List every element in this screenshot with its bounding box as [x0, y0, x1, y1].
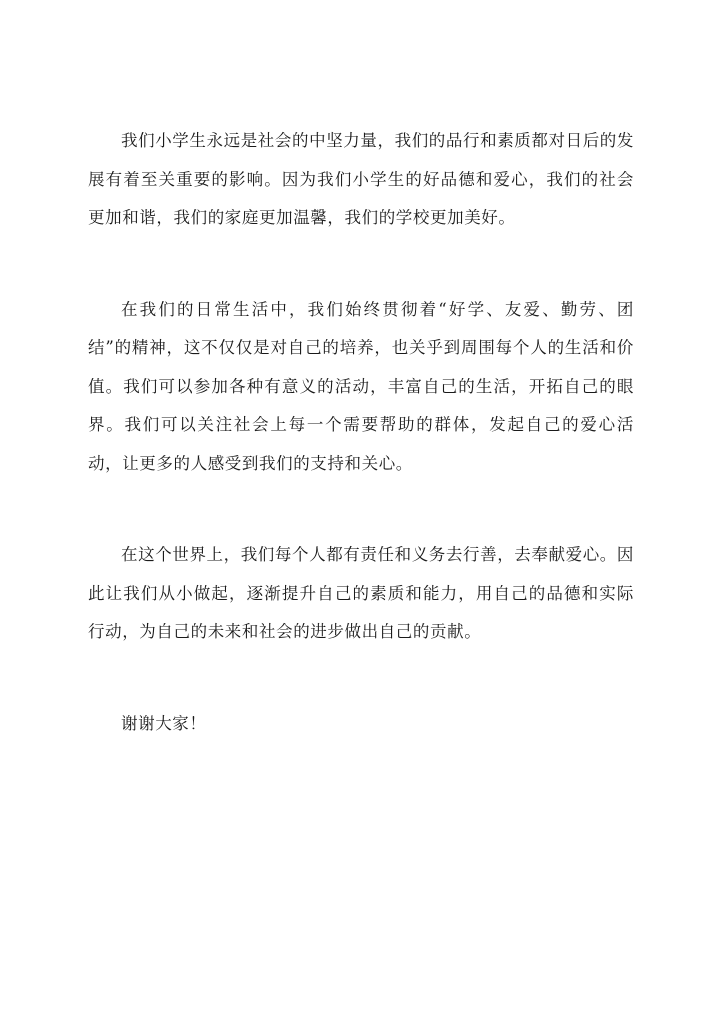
paragraph-2: 在我们的日常生活中，我们始终贯彻着“好学、友爱、勤劳、团结”的精神，这不仅仅是对自己的培养，也关乎到周围每个人的生活和价值。我们可以参加各种有意义的活动，丰富自己的生活，开拓自己的眼界。我们可以关注社会上每一个需要帮助的群体，发起自己的爱心活动，让更多的人感受到我们的支持和关心。 — [88, 299, 634, 473]
document-body — [88, 122, 634, 743]
paragraph-1: 我们小学生永远是社会的中坚力量，我们的品行和素质都对日后的发展有着至关重要的影响。因为我们小学生的好品德和爱心，我们的社会更加和谐，我们的家庭更加温馨，我们的学校更加美好。 — [88, 131, 634, 227]
paragraph-3: 在这个世界上，我们每个人都有责任和义务去行善，去奉献爱心。因此让我们从小做起，逐渐提升自己的素质和能力，用自己的品德和实际行动，为自己的未来和社会的进步做出自己的贡献。 — [88, 545, 634, 641]
closing-line: 谢谢大家！ — [121, 713, 207, 733]
